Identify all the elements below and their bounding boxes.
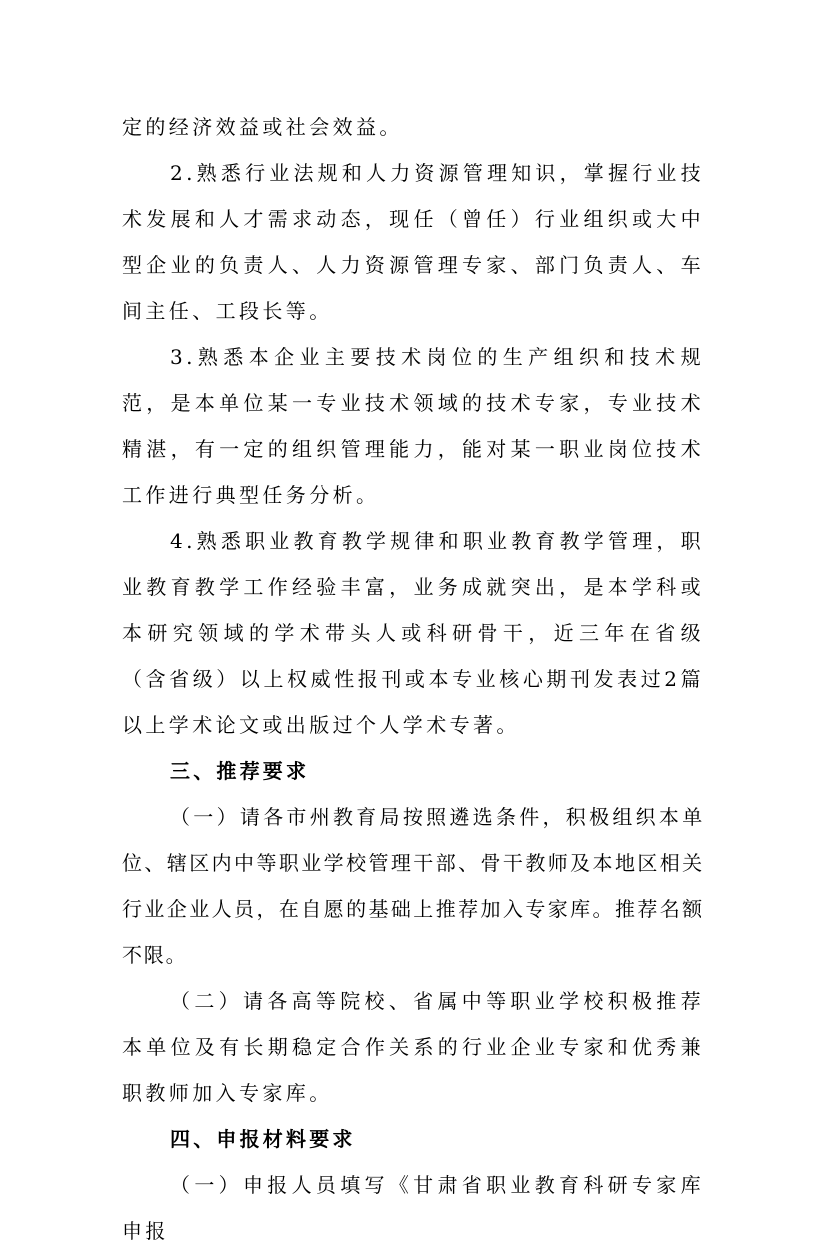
- section-heading-materials: 四、申报材料要求: [170, 1127, 356, 1151]
- document-body: [122, 104, 704, 1254]
- paragraph-criterion-2: 2.熟悉行业法规和人力资源管理知识，掌握行业技术发展和人才需求动态，现任（曾任）行业组织或大中型企业的负责人、人力资源管理专家、部门负责人、车间主任、工段长等。: [122, 161, 704, 323]
- section-heading-recommendation: 三、推荐要求: [170, 759, 310, 783]
- paragraph-continuation: 定的经济效益或社会效益。: [122, 115, 403, 139]
- paragraph-criterion-4: 4.熟悉职业教育教学规律和职业教育教学管理，职业教育教学工作经验丰富，业务成就突出，是本学科或本研究领域的学术带头人或科研骨干，近三年在省级（含省级）以上权威性报刊或本专业核心期刊发表过2篇以上学术论文或出版过个人学术专著。: [122, 529, 704, 737]
- paragraph-materials-1: （一）申报人员填写《甘肃省职业教育科研专家库申报: [122, 1173, 704, 1243]
- paragraph-recommendation-1: （一）请各市州教育局按照遴选条件，积极组织本单位、辖区内中等职业学校管理干部、骨干教师及本地区相关行业企业人员，在自愿的基础上推荐加入专家库。推荐名额不限。: [122, 805, 704, 967]
- paragraph-recommendation-2: （二）请各高等院校、省属中等职业学校积极推荐本单位及有长期稳定合作关系的行业企业专家和优秀兼职教师加入专家库。: [122, 989, 704, 1105]
- paragraph-criterion-3: 3.熟悉本企业主要技术岗位的生产组织和技术规范，是本单位某一专业技术领域的技术专家，专业技术精湛，有一定的组织管理能力，能对某一职业岗位技术工作进行典型任务分析。: [122, 345, 704, 507]
